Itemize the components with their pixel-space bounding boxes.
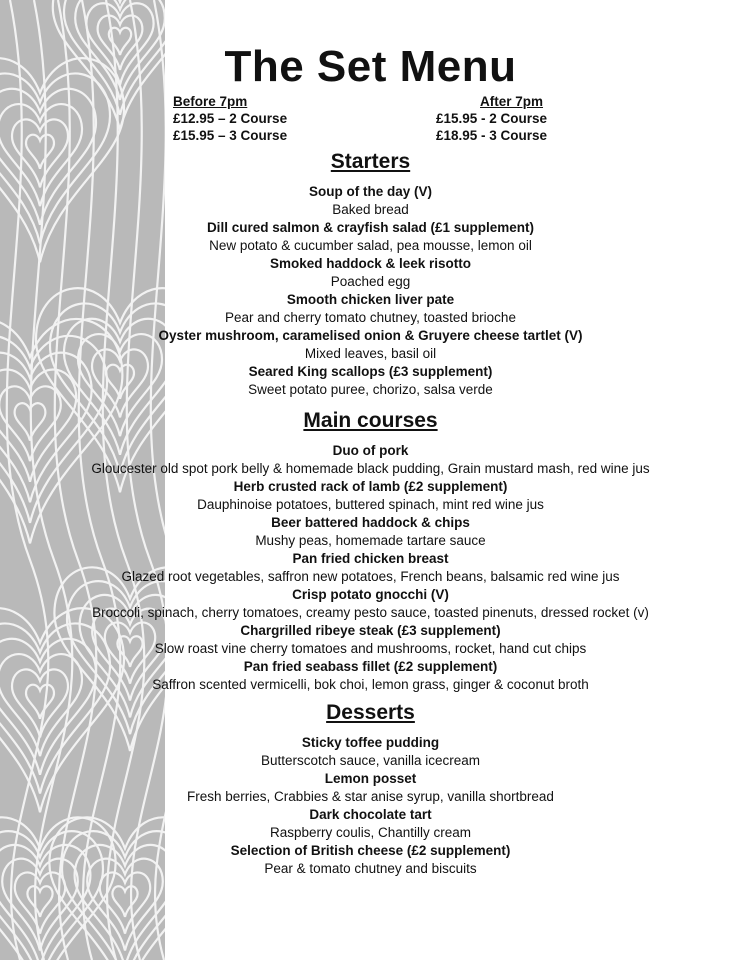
menu-item bbox=[0, 291, 741, 327]
pricing-before-heading: Before 7pm bbox=[173, 94, 248, 109]
dish-description: Poached egg bbox=[330, 274, 411, 289]
menu-item bbox=[0, 770, 741, 806]
pricing-after-7pm bbox=[436, 93, 547, 144]
mains-heading: Main courses bbox=[303, 409, 438, 432]
starters-section bbox=[0, 149, 741, 399]
dish-description: Raspberry coulis, Chantilly cream bbox=[269, 825, 472, 840]
menu-item bbox=[0, 658, 741, 694]
pricing-before-two-course: £12.95 – 2 Course bbox=[173, 111, 288, 126]
dish-description: Pear and cherry tomato chutney, toasted brioche bbox=[225, 310, 516, 325]
menu-item bbox=[0, 734, 741, 770]
dish-name: Crisp potato gnocchi (V) bbox=[292, 587, 449, 602]
dish-description: Pear & tomato chutney and biscuits bbox=[264, 861, 477, 876]
dish-description: Glazed root vegetables, saffron new potatoes, French beans, balsamic red wine jus bbox=[121, 569, 620, 584]
dish-description: Saffron scented vermicelli, bok choi, lemon grass, ginger & coconut broth bbox=[152, 677, 589, 692]
dish-name: Oyster mushroom, caramelised onion & Gruyere cheese tartlet (V) bbox=[158, 328, 583, 343]
dish-description: Broccoli, spinach, cherry tomatoes, creamy pesto sauce, toasted pinenuts, dressed rocket (v) bbox=[92, 605, 649, 620]
menu-item bbox=[0, 183, 741, 219]
menu-item bbox=[0, 586, 741, 622]
pricing-before-three-course: £15.95 – 3 Course bbox=[173, 128, 288, 143]
dish-name: Lemon posset bbox=[324, 771, 417, 786]
pricing-after-two-course: £15.95 - 2 Course bbox=[436, 111, 548, 126]
dish-name: Smooth chicken liver pate bbox=[286, 292, 455, 307]
pricing-after-heading: After 7pm bbox=[480, 94, 544, 109]
dish-description: New potato & cucumber salad, pea mousse, lemon oil bbox=[209, 238, 532, 253]
menu-item bbox=[0, 363, 741, 399]
dish-name: Sticky toffee pudding bbox=[301, 735, 440, 750]
dish-description: Baked bread bbox=[332, 202, 409, 217]
menu-item bbox=[0, 219, 741, 255]
menu-title: The Set Menu bbox=[224, 42, 517, 91]
dish-name: Seared King scallops (£3 supplement) bbox=[248, 364, 493, 379]
desserts-heading: Desserts bbox=[326, 701, 415, 724]
mains-section bbox=[0, 408, 741, 694]
menu-item bbox=[0, 514, 741, 550]
dish-description: Slow roast vine cherry tomatoes and mushrooms, rocket, hand cut chips bbox=[154, 641, 587, 656]
menu-item bbox=[0, 842, 741, 878]
menu-item bbox=[0, 550, 741, 586]
dish-name: Soup of the day (V) bbox=[309, 184, 432, 199]
dish-name: Dark chocolate tart bbox=[309, 807, 432, 822]
desserts-section bbox=[0, 700, 741, 878]
dish-name: Chargrilled ribeye steak (£3 supplement) bbox=[240, 623, 501, 638]
dish-description: Mixed leaves, basil oil bbox=[304, 346, 437, 361]
dish-name: Pan fried chicken breast bbox=[292, 551, 449, 566]
menu-item bbox=[0, 255, 741, 291]
dish-name: Herb crusted rack of lamb (£2 supplement) bbox=[233, 479, 508, 494]
dish-description: Gloucester old spot pork belly & homemade black pudding, Grain mustard mash, red wine jus bbox=[91, 461, 650, 476]
pricing-after-three-course: £18.95 - 3 Course bbox=[436, 128, 548, 143]
starters-heading: Starters bbox=[330, 150, 411, 173]
menu-item bbox=[0, 622, 741, 658]
dish-description: Mushy peas, homemade tartare sauce bbox=[255, 533, 486, 548]
menu-item bbox=[0, 327, 741, 363]
dish-name: Beer battered haddock & chips bbox=[271, 515, 470, 530]
dish-description: Fresh berries, Crabbies & star anise syrup, vanilla shortbread bbox=[187, 789, 554, 804]
menu-item bbox=[0, 806, 741, 842]
dish-description: Butterscotch sauce, vanilla icecream bbox=[260, 753, 481, 768]
dish-name: Selection of British cheese (£2 supplement) bbox=[230, 843, 511, 858]
dish-name: Duo of pork bbox=[332, 443, 409, 458]
menu-item bbox=[0, 442, 741, 478]
pricing-before-7pm bbox=[173, 93, 287, 144]
dish-name: Smoked haddock & leek risotto bbox=[269, 256, 472, 271]
dish-description: Sweet potato puree, chorizo, salsa verde bbox=[248, 382, 493, 397]
dish-description: Dauphinoise potatoes, buttered spinach, mint red wine jus bbox=[197, 497, 544, 512]
dish-name: Dill cured salmon & crayfish salad (£1 supplement) bbox=[206, 220, 535, 235]
dish-name: Pan fried seabass fillet (£2 supplement) bbox=[243, 659, 498, 674]
menu-item bbox=[0, 478, 741, 514]
